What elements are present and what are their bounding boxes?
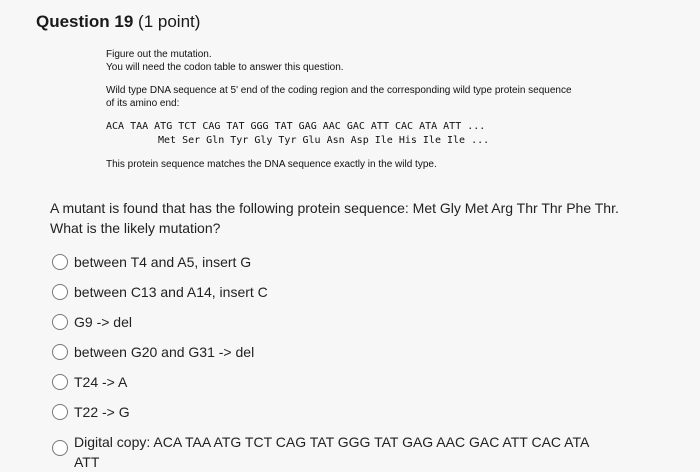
option-label: between T4 and A5, insert G [74,254,252,270]
answer-option-4[interactable] [52,342,652,372]
radio-button[interactable] [52,314,68,330]
mutant-statement: A mutant is found that has the following protein sequence: Met Gly Met Arg Thr Thr Phe Thr. What is the likely mutation? [50,200,619,236]
answer-option-6[interactable] [52,402,652,432]
answer-option-1[interactable] [52,252,652,282]
figure-instruction: Figure out the mutation. [106,49,212,60]
option-label: T22 -> G [74,404,130,420]
option-label: G9 -> del [74,314,132,330]
question-title: Question 19 [36,12,134,31]
question-image [106,48,576,171]
answer-option-2[interactable] [52,282,652,312]
option-label: T24 -> A [74,374,128,390]
match-note: This protein sequence matches the DNA sequence exactly in the wild type. [106,159,437,170]
answer-options [52,252,652,472]
option-label: Digital copy: ACA TAA ATG TCT CAG TAT GGG TAT GAG AAC GAC ATT CAC ATA ATT [74,434,589,470]
question-points: (1 point) [138,12,201,31]
radio-button[interactable] [52,374,68,390]
question-header [36,12,200,32]
option-label: between G20 and G31 -> del [74,344,255,360]
radio-button[interactable] [52,254,68,270]
codon-table-note: You will need the codon table to answer this question. [106,62,344,73]
answer-option-5[interactable] [52,372,652,402]
radio-button[interactable] [52,344,68,360]
answer-option-7[interactable] [52,432,652,472]
radio-button[interactable] [52,440,68,456]
protein-sequence: Met Ser Gln Tyr Gly Tyr Glu Asn Asp Ile His Ile Ile ... [158,135,490,146]
radio-button[interactable] [52,404,68,420]
dna-sequence: ACA TAA ATG TCT CAG TAT GGG TAT GAG AAC GAC ATT CAC ATA ATT ... [106,121,486,132]
option-label: between C13 and A14, insert C [74,284,268,300]
radio-button[interactable] [52,284,68,300]
answer-option-3[interactable] [52,312,652,342]
wild-type-intro: Wild type DNA sequence at 5' end of the coding region and the corresponding wild type protein sequence of its amino end: [106,85,572,109]
